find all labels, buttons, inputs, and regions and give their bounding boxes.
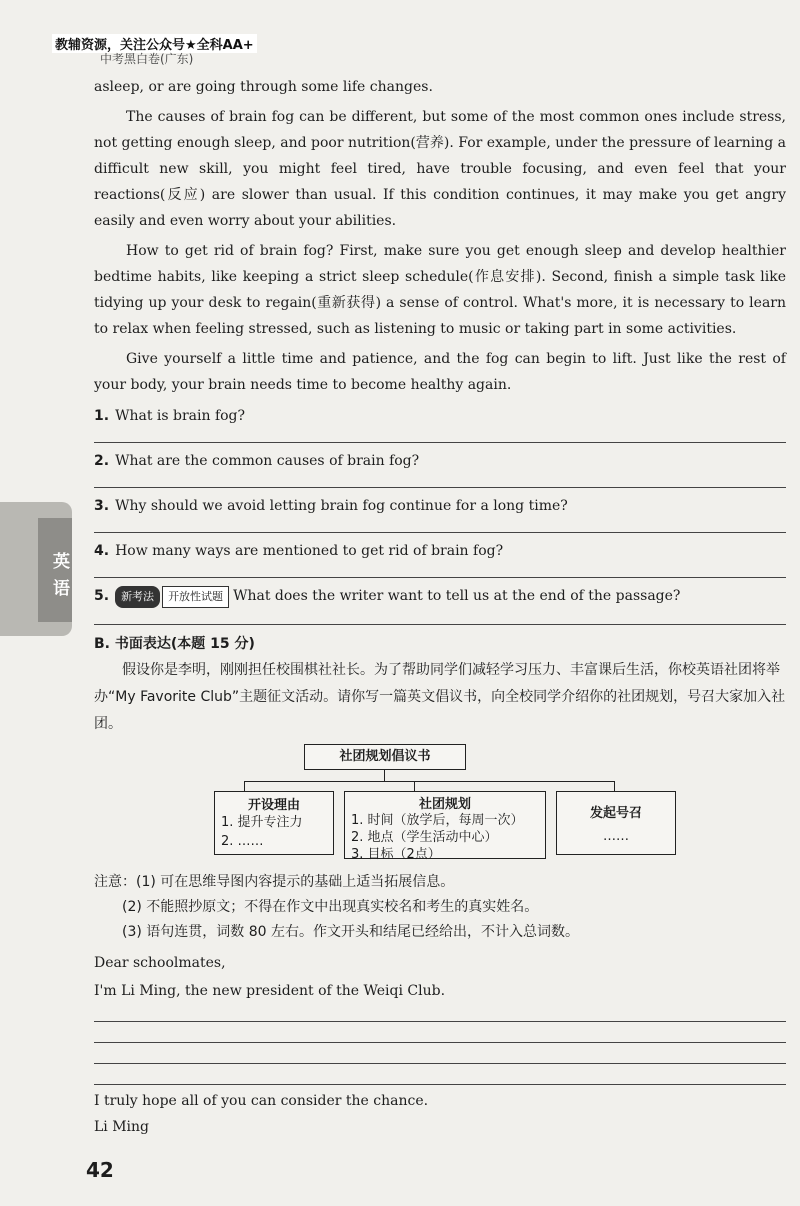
subject-side-tab <box>0 502 72 636</box>
connector <box>614 781 615 791</box>
new-method-tag: 新考法 <box>115 586 160 608</box>
question <box>94 451 786 471</box>
question <box>94 586 786 608</box>
writing-line[interactable] <box>94 1001 786 1022</box>
connector <box>384 769 385 781</box>
mind-map-item: 1. 提升专注力 <box>221 815 303 830</box>
question-list <box>94 406 786 625</box>
mind-map-plan-title: 社团规划 <box>418 797 471 812</box>
question-number: 3. <box>94 498 110 514</box>
writing-prompt: 假设你是李明，刚刚担任校围棋社社长。为了帮助同学们减轻学习压力、丰富课后生活，你校英语社团将举办“My Favorite Club”主题征文活动。请你写一篇英文倡议书，向全校同学介绍你的社团规划，号召大家加入社团。 <box>94 662 786 732</box>
writing-line[interactable] <box>94 1022 786 1043</box>
question-text: How many ways are mentioned to get rid of brain fog? <box>115 543 504 559</box>
passage-paragraph: asleep, or are going through some life changes. <box>94 79 433 95</box>
watermark: 教辅资源，关注公众号★全科AA+ <box>52 34 257 53</box>
writing-note: (2) 不能照抄原文；不得在作文中出现真实校名和考生的真实姓名。 <box>122 899 539 915</box>
question <box>94 496 786 516</box>
writing-line[interactable] <box>94 1064 786 1085</box>
question-text: Why should we avoid letting brain fog continue for a long time? <box>115 498 568 514</box>
mind-map-call-title: 发起号召 <box>589 806 642 821</box>
mind-map-root <box>304 744 466 770</box>
mind-map-plan-box <box>344 791 546 862</box>
mind-map-root-label: 社团规划倡议书 <box>339 749 431 764</box>
question-text: What does the writer want to tell us at the end of the passage? <box>233 588 681 604</box>
letter-greeting: Dear schoolmates, <box>94 955 226 971</box>
writing-section-title: B. 书面表达(本题 15 分) <box>94 636 255 652</box>
letter-opening: I'm Li Ming, the new president of the Weiqi Club. <box>94 983 446 999</box>
question <box>94 406 786 426</box>
letter-signature: Li Ming <box>94 1119 150 1135</box>
writing-line[interactable] <box>94 1043 786 1064</box>
mind-map-reasons-box <box>214 791 334 855</box>
connector <box>244 781 245 791</box>
mind-map-item: …… <box>603 829 629 844</box>
page-number: 42 <box>86 1158 114 1182</box>
letter-closing: I truly hope all of you can consider the chance. <box>94 1093 429 1109</box>
question-number: 2. <box>94 453 110 469</box>
question-text: What is brain fog? <box>115 408 246 424</box>
answer-line[interactable] <box>94 516 786 533</box>
answer-line[interactable] <box>94 561 786 578</box>
answer-line[interactable] <box>94 426 786 443</box>
mind-map-reasons-title: 开设理由 <box>247 798 300 813</box>
mind-map-item: 1. 时间（放学后，每周一次） <box>351 813 524 828</box>
connector <box>414 781 415 791</box>
open-question-tag: 开放性试题 <box>162 586 229 608</box>
answer-line[interactable] <box>94 471 786 488</box>
passage-paragraph: Give yourself a little time and patience, and the fog can begin to lift. Just like the rest of your body, your brain needs time to become healthy again. <box>94 351 786 393</box>
running-header: 中考黑白卷(广东) <box>100 52 194 66</box>
mind-map-item: 3. 目标（2点） <box>351 847 441 862</box>
writing-note: 注意：(1) 可在思维导图内容提示的基础上适当拓展信息。 <box>94 874 455 890</box>
passage-paragraph: The causes of brain fog can be different, but some of the most common ones include stress, not getting enough sleep, and poor nutrition(营养). For example, under the pressure of learning a difficult new skill, you might feel tired, have trouble focusing, and even feel that your reactions(反应) are slower than usual. If this condition continues, it may make you get angry easily and even worry about your abilities. <box>94 109 786 229</box>
question <box>94 541 786 561</box>
question-number: 1. <box>94 408 110 424</box>
passage-paragraph: How to get rid of brain fog? First, make sure you get enough sleep and develop healthier bedtime habits, like keeping a strict sleep schedule(作息安排). Second, finish a simple task like tidying up your desk to regain(重新获得) a sense of control. What's more, it is necessary to learn to relax when feeling stressed, such as listening to music or taking part in some activities. <box>94 243 786 337</box>
writing-note: (3) 语句连贯，词数 80 左右。作文开头和结尾已经给出，不计入总词数。 <box>122 924 579 940</box>
main-content <box>94 74 786 1137</box>
question-number: 4. <box>94 543 110 559</box>
connector <box>244 781 614 782</box>
mind-map <box>94 744 786 862</box>
mind-map-item: 2. …… <box>221 834 264 849</box>
mind-map-call-box <box>556 791 676 855</box>
question-number: 5. <box>94 588 110 604</box>
answer-line[interactable] <box>94 608 786 625</box>
mind-map-item: 2. 地点（学生活动中心） <box>351 830 498 845</box>
subject-label: 英语 <box>38 518 72 622</box>
question-text: What are the common causes of brain fog? <box>115 453 420 469</box>
